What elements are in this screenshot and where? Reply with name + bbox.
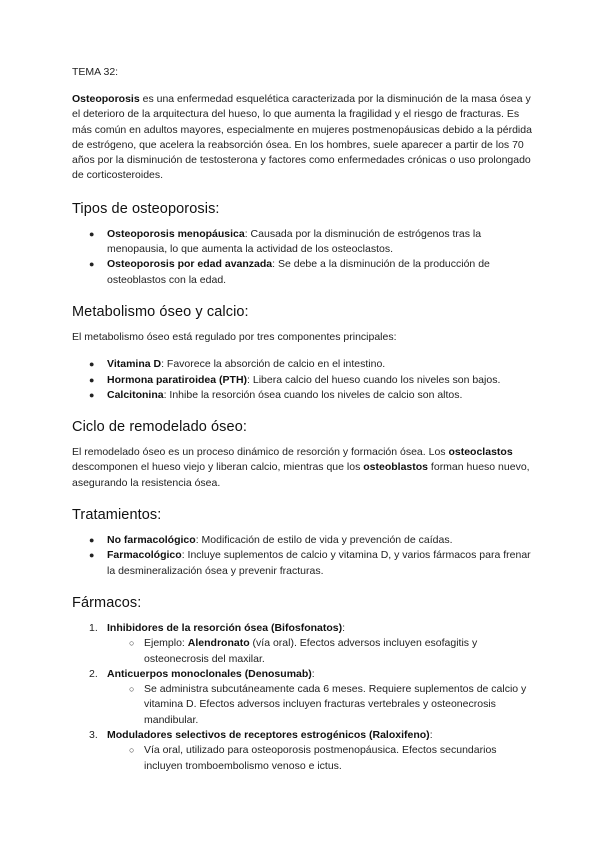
sub-text-post: (vía oral). Efectos adversos incluyen esofagitis y osteonecrosis del maxilar. <box>144 637 478 665</box>
sub-text-pre: Ejemplo: <box>144 637 188 650</box>
section-farmacos <box>72 595 534 774</box>
tipos-list <box>72 227 534 288</box>
bullet-icon: ● <box>89 228 95 239</box>
sub-list <box>107 636 534 667</box>
topic-label: TEMA 32: <box>72 66 119 78</box>
item-text: : Libera calcio del hueso cuando los niveles son bajos. <box>247 373 501 386</box>
metabolismo-list <box>72 357 534 403</box>
bullet-icon: ● <box>89 550 95 561</box>
item-number: 3. <box>89 729 98 742</box>
intro-term: Osteoporosis <box>72 93 140 105</box>
ciclo-text-3: forman hueso nuevo, asegurando la resistencia ósea. <box>72 461 530 489</box>
farmacos-list <box>72 621 534 774</box>
sub-list <box>107 682 534 728</box>
sub-list-item <box>107 743 534 774</box>
bullet-icon: ● <box>89 374 95 385</box>
section-ciclo <box>72 419 534 491</box>
sub-text-bold: Alendronato <box>187 637 250 650</box>
bullet-icon: ● <box>89 259 95 270</box>
list-item <box>72 548 534 579</box>
ciclo-text-1: El remodelado óseo es un proceso dinámico de resorción y formación ósea. Los <box>72 446 449 459</box>
item-text: : Causada por la disminución de estrógenos tras la menopausia, lo que aumenta la actividad de los osteoclastos. <box>107 227 482 256</box>
item-term: Farmacológico <box>107 549 182 562</box>
bullet-icon: ● <box>89 535 95 546</box>
list-item <box>72 373 534 388</box>
section-heading-metabolismo: Metabolismo óseo y calcio: <box>72 303 249 320</box>
sub-bullet-icon: ○ <box>129 638 135 649</box>
item-term: Anticuerpos monoclonales (Denosumab) <box>107 667 312 680</box>
section-heading-tratamientos: Tratamientos: <box>72 507 162 524</box>
section-tipos <box>72 201 534 288</box>
list-item <box>72 533 534 548</box>
sub-bullet-icon: ○ <box>129 684 135 695</box>
list-item <box>72 357 534 372</box>
item-text: : Inhibe la resorción ósea cuando los niveles de calcio son altos. <box>163 388 463 401</box>
item-term: Osteoporosis por edad avanzada <box>107 258 273 271</box>
item-suffix: : <box>342 621 346 634</box>
item-term: No farmacológico <box>107 534 196 547</box>
item-term: Osteoporosis menopáusica <box>107 227 245 240</box>
sub-list-item <box>107 636 534 667</box>
ciclo-term-osteoclastos: osteoclastos <box>448 446 513 459</box>
intro-paragraph <box>72 92 534 184</box>
sub-text-pre: Se administra subcutáneamente cada 6 meses. Requiere suplementos de calcio y vitamina D. Efectos adversos incluyen fracturas vertebrales y osteonecrosis mandibular. <box>144 683 527 726</box>
sub-text-pre: Vía oral, utilizado para osteoporosis postmenopáusica. Efectos secundarios incluyen tromboembolismo venoso e ictus. <box>144 744 497 772</box>
item-number: 2. <box>89 667 98 680</box>
list-item <box>72 388 534 403</box>
item-text: : Incluye suplementos de calcio y vitamina D, y varios fármacos para frenar la desmineralización ósea y prevenir fracturas. <box>107 549 531 577</box>
item-term: Calcitonina <box>107 388 164 401</box>
ciclo-paragraph <box>72 445 534 491</box>
list-item <box>72 227 534 258</box>
item-text: : Favorece la absorción de calcio en el intestino. <box>161 358 386 371</box>
numbered-item <box>72 667 534 728</box>
metabolismo-intro: El metabolismo óseo está regulado por tres componentes principales: <box>72 330 397 343</box>
sub-list-item <box>107 682 534 728</box>
section-heading-ciclo: Ciclo de remodelado óseo: <box>72 419 247 436</box>
item-term: Hormona paratiroidea (PTH) <box>107 373 248 386</box>
item-number: 1. <box>89 621 98 634</box>
ciclo-text-2: descomponen el hueso viejo y liberan calcio, mientras que los <box>72 461 364 474</box>
ciclo-term-osteoblastos: osteoblastos <box>363 461 429 474</box>
item-term: Vitamina D <box>107 358 162 371</box>
tratamientos-list <box>72 533 534 579</box>
list-item <box>72 257 534 288</box>
sub-bullet-icon: ○ <box>129 745 135 756</box>
item-suffix: : <box>429 729 433 742</box>
section-heading-tipos: Tipos de osteoporosis: <box>72 200 220 217</box>
numbered-item <box>72 728 534 774</box>
numbered-item <box>72 621 534 667</box>
item-term: Inhibidores de la resorción ósea (Bifosfonatos) <box>107 621 343 634</box>
section-heading-farmacos: Fármacos: <box>72 594 142 611</box>
sub-list <box>107 743 534 774</box>
item-text: : Modificación de estilo de vida y prevención de caídas. <box>195 534 453 547</box>
section-metabolismo <box>72 304 534 403</box>
document-page <box>72 66 534 774</box>
item-text: : Se debe a la disminución de la producción de osteoblastos con la edad. <box>107 258 490 286</box>
section-tratamientos <box>72 507 534 579</box>
bullet-icon: ● <box>89 359 95 370</box>
bullet-icon: ● <box>89 389 95 400</box>
intro-text: es una enfermedad esquelética caracterizada por la disminución de la masa ósea y el deterioro de la arquitectura del hueso, lo que aumenta la fragilidad y el riesgo de fracturas. Es más común en adultos mayores, especialmente en mujeres postmenopáusicas debido a la pérdida de estrógeno, que acelera la reabsorción ósea. En los hombres, suele aparecer a partir de los 70 años por la disminución de testosterona y factores como enfermedades crónicas o uso prolongado de corticosteroides. <box>72 93 532 182</box>
item-term: Moduladores selectivos de receptores estrogénicos (Raloxifeno) <box>107 729 430 742</box>
item-suffix: : <box>311 667 315 680</box>
